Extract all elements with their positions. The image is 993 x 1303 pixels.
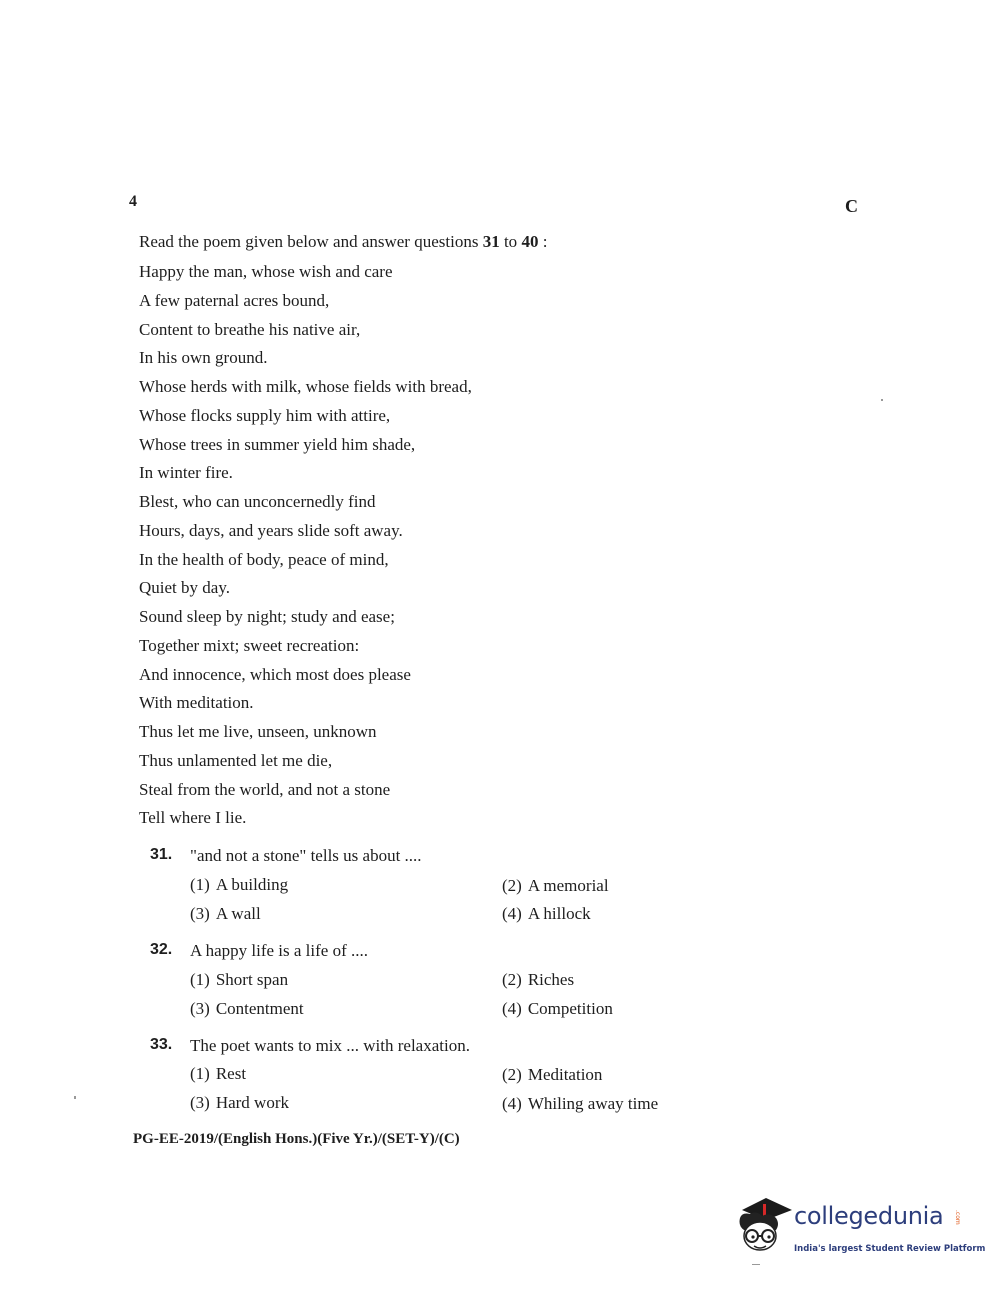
- scan-speck: [752, 1264, 760, 1265]
- poem-line: Blest, who can unconcernedly find: [139, 492, 376, 511]
- set-code: C: [845, 196, 858, 216]
- option-1: [190, 970, 288, 990]
- poem-line: A few paternal acres bound,: [139, 290, 330, 310]
- student-mascot-icon: [736, 1196, 794, 1256]
- instruction-prefix: Read the poem given below and answer questions: [139, 232, 483, 251]
- option-text: A hillock: [527, 904, 591, 923]
- poem-line: And innocence, which most does please: [139, 664, 411, 684]
- option-2: [502, 970, 574, 990]
- poem-line: Tell where I lie.: [139, 808, 247, 828]
- question-number: 31.: [150, 846, 173, 863]
- instruction: [139, 232, 547, 252]
- option-number: (3): [190, 904, 210, 923]
- option-text: A memorial: [527, 876, 609, 895]
- option-number: (4): [502, 1094, 522, 1113]
- instruction-from: 31: [482, 232, 500, 251]
- poem-line: Whose herds with milk, whose fields with bread,: [139, 377, 472, 396]
- poem-line: Whose flocks supply him with attire,: [139, 405, 391, 425]
- option-number: (2): [502, 970, 522, 989]
- collegedunia-logo: [736, 1196, 986, 1260]
- question-number: 32.: [150, 941, 173, 958]
- footer-code: PG-EE-2019/(English Hons.)(Five Yr.)/(SET-Y)/(C): [133, 1131, 460, 1147]
- poem-line: Thus let me live, unseen, unknown: [139, 722, 377, 741]
- option-3: [190, 999, 304, 1019]
- poem-line: Together mixt; sweet recreation:: [139, 635, 360, 655]
- scan-speck: [74, 1096, 76, 1099]
- option-number: (3): [190, 1093, 210, 1112]
- option-2: [502, 876, 609, 896]
- poem-line: Hours, days, and years slide soft away.: [139, 520, 403, 540]
- option-1: [190, 875, 288, 895]
- option-3: [190, 1093, 289, 1113]
- instruction-suffix: :: [538, 232, 548, 251]
- poem-line: Thus unlamented let me die,: [139, 750, 333, 770]
- scan-speck: [881, 399, 883, 401]
- option-text: Hard work: [215, 1093, 289, 1112]
- option-number: (2): [502, 876, 522, 895]
- logo-tagline: India's largest Student Review Platform: [794, 1244, 986, 1254]
- poem-line: With meditation.: [139, 693, 254, 713]
- option-text: Rest: [215, 1064, 247, 1083]
- option-4: [502, 904, 591, 924]
- option-number: (1): [190, 875, 210, 894]
- option-number: (1): [190, 1064, 210, 1083]
- option-1: [190, 1064, 246, 1084]
- poem-line: Sound sleep by night; study and ease;: [139, 607, 395, 626]
- option-number: (1): [190, 970, 210, 989]
- logo-domain-suffix: .com: [954, 1210, 961, 1225]
- poem-line: Content to breathe his native air,: [139, 319, 361, 339]
- poem-line: Whose trees in summer yield him shade,: [139, 434, 416, 454]
- question-text: A happy life is a life of ....: [190, 941, 368, 960]
- option-number: (2): [502, 1065, 522, 1084]
- poem-line: In the health of body, peace of mind,: [139, 549, 389, 569]
- question-text: The poet wants to mix ... with relaxation.: [190, 1036, 470, 1055]
- option-4: [502, 1094, 658, 1114]
- logo-wordmark: collegedunia: [794, 1202, 944, 1230]
- poem-line: In winter fire.: [139, 463, 233, 483]
- poem-line: In his own ground.: [139, 348, 268, 368]
- option-4: [502, 999, 613, 1019]
- page-number: 4: [129, 193, 137, 210]
- option-2: [502, 1065, 602, 1085]
- option-number: (4): [502, 904, 522, 923]
- option-text: Short span: [215, 970, 289, 989]
- option-text: Meditation: [527, 1065, 603, 1084]
- option-text: Whiling away time: [527, 1094, 659, 1113]
- poem-line: Happy the man, whose wish and care: [139, 262, 393, 281]
- question-number: 33.: [150, 1036, 173, 1053]
- option-text: A building: [215, 875, 289, 894]
- instruction-to: 40: [521, 232, 539, 251]
- option-text: A wall: [215, 904, 261, 923]
- poem-line: Quiet by day.: [139, 578, 230, 598]
- option-number: (4): [502, 999, 522, 1018]
- question-text: "and not a stone" tells us about ....: [190, 846, 422, 865]
- option-text: Contentment: [215, 999, 304, 1018]
- option-number: (3): [190, 999, 210, 1018]
- option-text: Competition: [527, 999, 613, 1018]
- instruction-mid: to: [499, 232, 522, 251]
- option-3: [190, 904, 261, 924]
- poem: [139, 262, 472, 837]
- poem-line: Steal from the world, and not a stone: [139, 779, 391, 799]
- option-text: Riches: [527, 970, 575, 989]
